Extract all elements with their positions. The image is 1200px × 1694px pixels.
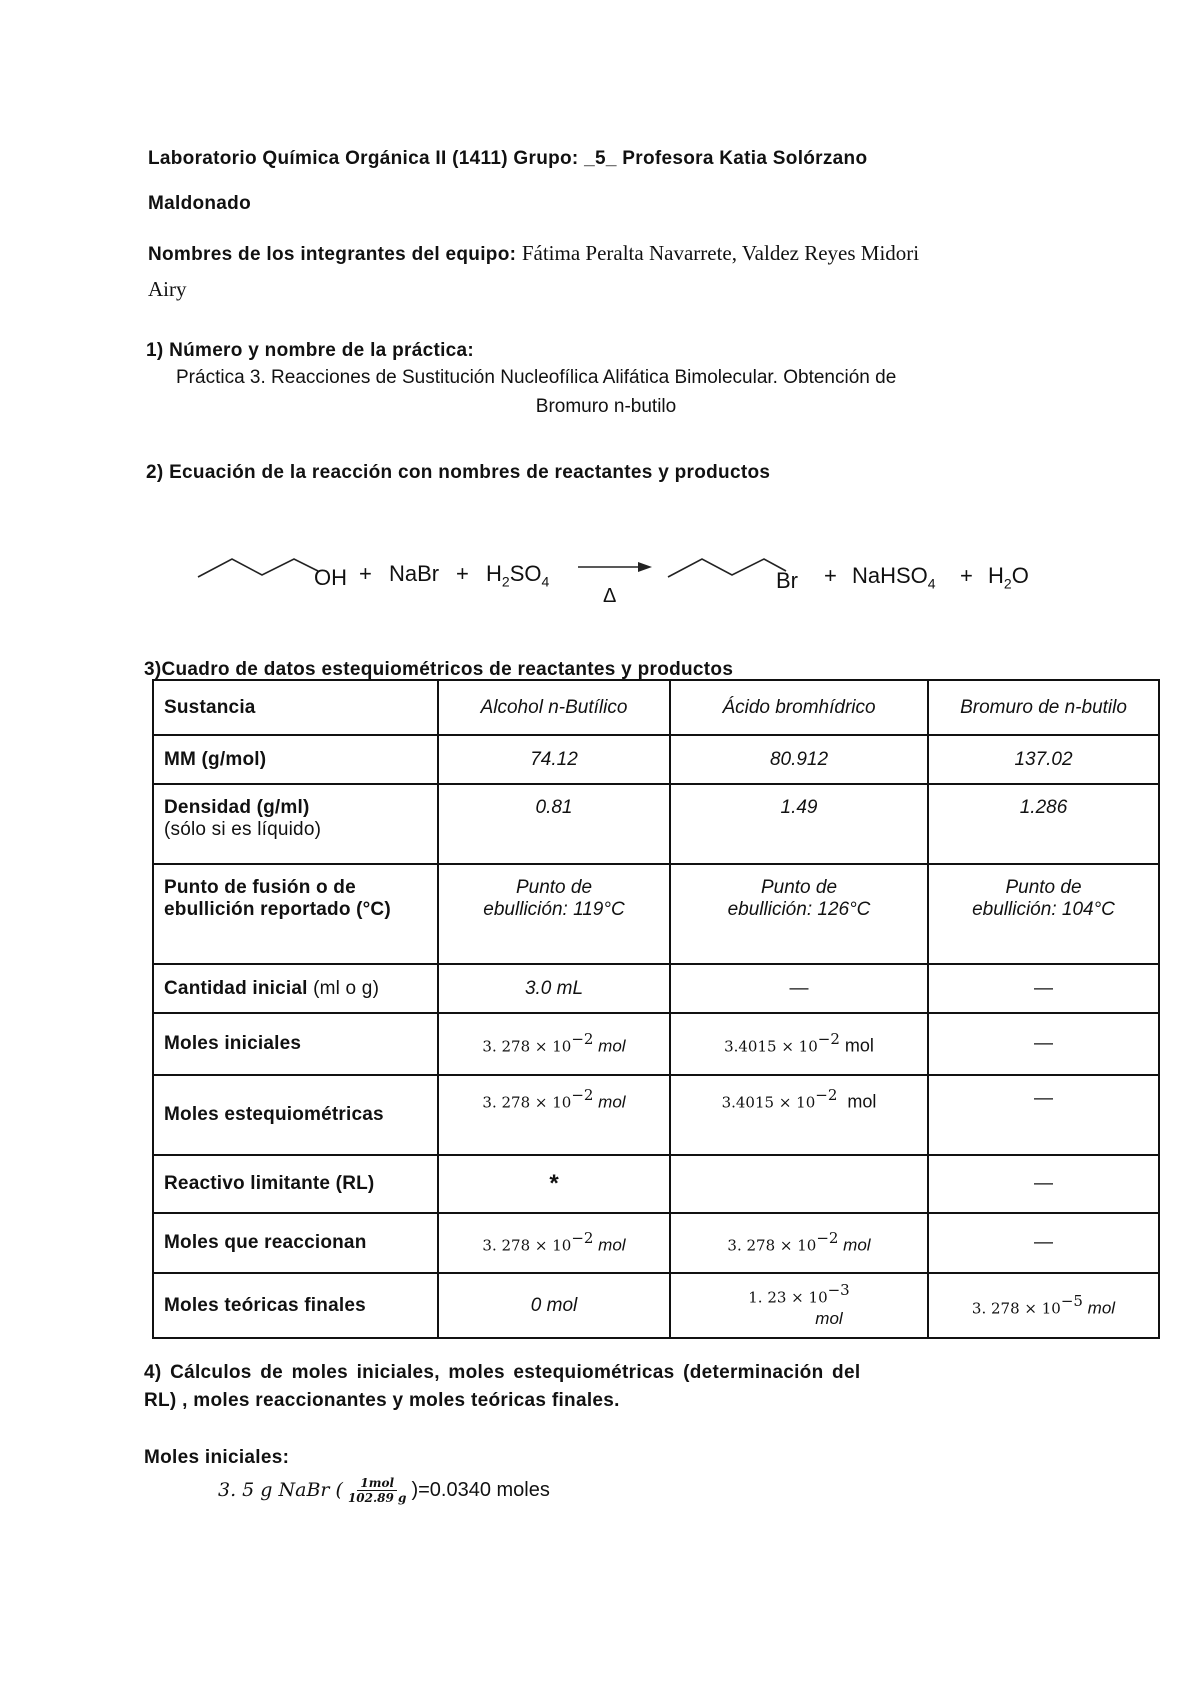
header-line-2: Maldonado [148, 193, 251, 214]
table-cell: 0.81 [438, 784, 670, 864]
row-label: Densidad (g/ml) (sólo si es líquido) [153, 784, 438, 864]
row-label: Moles iniciales [153, 1013, 438, 1075]
reactant1-oh: OH [314, 565, 347, 590]
plus-4: + [960, 563, 973, 588]
section1-title: 1) Número y nombre de la práctica: [146, 340, 475, 361]
table-cell: 3. $278 \times 10^{-5}$ mol [928, 1273, 1159, 1338]
table-cell: Punto de ebullición: 104°C [928, 864, 1159, 964]
table-row [153, 864, 1159, 964]
table-cell: 74.12 [438, 735, 670, 784]
table-cell: 1.49 [670, 784, 928, 864]
table-cell: 80.912 [670, 735, 928, 784]
section4-title-line2: RL) , moles reaccionantes y moles teóricas finales. [144, 1390, 620, 1411]
butanol-chain [198, 559, 318, 577]
practice-name-line1: Práctica 3. Reacciones de Sustitución Nucleofílica Alifática Bimolecular. Obtención de [176, 367, 897, 388]
table-cell: Punto de ebullición: 126°C [670, 864, 928, 964]
row-label: Punto de fusión o de ebullición reportado (°C) [153, 864, 438, 964]
table-cell: 3. $278 \times 10^{-2}$ mol [670, 1213, 928, 1273]
table-cell: $3.4015 \times 10^{-2}$ mol [670, 1075, 928, 1155]
table-cell: 3. $278 \times 10^{-2}$ mol [438, 1013, 670, 1075]
fraction-numerator: 1mol [357, 1476, 397, 1491]
row-label: Moles estequiométricas [153, 1075, 438, 1155]
team-line [148, 241, 919, 266]
reactant2-nabr: NaBr [389, 561, 440, 586]
table-row [153, 784, 1159, 864]
table-row [153, 1155, 1159, 1213]
row-label: Cantidad inicial (ml o g) [153, 964, 438, 1013]
team-label: Nombres de los integrantes del equipo: [148, 244, 522, 265]
table-cell: — [928, 1013, 1159, 1075]
plus-3: + [824, 563, 837, 588]
plus-1: + [359, 561, 372, 586]
moles-iniciales-subtitle: Moles iniciales: [144, 1447, 290, 1468]
equation-right: )=0.0340 moles [411, 1478, 550, 1501]
table-cell: — [670, 964, 928, 1013]
fraction-denominator: 102.89 g [347, 1490, 407, 1505]
table-cell: 3. $278 \times 10^{-2}$ mol [438, 1213, 670, 1273]
table-row [153, 964, 1159, 1013]
header-cell: Ácido bromhídrico [670, 680, 928, 735]
table-row [153, 1273, 1159, 1338]
row-label: Moles que reaccionan [153, 1213, 438, 1273]
product2-nahso4: NaHSO$_4$ [852, 563, 936, 592]
product1-br: Br [776, 568, 798, 593]
plus-2: + [456, 561, 469, 586]
team-names-cont: Airy [148, 277, 187, 301]
table-cell: 0 mol [438, 1273, 670, 1338]
table-cell: — [928, 964, 1159, 1013]
delta-heat: Δ [603, 585, 617, 607]
table-cell: 3. $278 \times 10^{-2}$ mol [438, 1075, 670, 1155]
equation-left: 3. 5 g NaBr ( [218, 1479, 343, 1501]
table-cell: 1.286 [928, 784, 1159, 864]
table-cell: — [928, 1213, 1159, 1273]
practice-name-line2: Bromuro n-butilo [535, 396, 677, 417]
table-cell: Punto de ebullición: 119°C [438, 864, 670, 964]
table-cell: — [928, 1155, 1159, 1213]
table-cell: $3.4015 \times 10^{-2}$ mol [670, 1013, 928, 1075]
row-label: MM (g/mol) [153, 735, 438, 784]
stoichiometry-table [152, 679, 1160, 1339]
header-cell: Alcohol n-Butílico [438, 680, 670, 735]
table-row [153, 1013, 1159, 1075]
section3-title: 3)Cuadro de datos estequiométricos de reactantes y productos [144, 659, 734, 680]
table-row [153, 1213, 1159, 1273]
bromobutane-chain [668, 559, 786, 577]
table-cell: 1. $23 \times 10^{-3}$ mol [670, 1273, 928, 1338]
team-names: Fátima Peralta Navarrete, Valdez Reyes Midori [521, 241, 920, 265]
row-label: Reactivo limitante (RL) [153, 1155, 438, 1213]
limiting-reagent-mark: * [438, 1155, 670, 1213]
header-cell: Bromuro de n-butilo [928, 680, 1159, 735]
table-row [153, 735, 1159, 784]
table-cell: — [928, 1075, 1159, 1155]
table-row [153, 680, 1159, 735]
table-cell [670, 1155, 928, 1213]
section2-title: 2) Ecuación de la reacción con nombres de reactantes y productos [146, 462, 771, 483]
conversion-fraction [345, 1476, 410, 1505]
header-cell: Sustancia [153, 680, 438, 735]
table-cell: 137.02 [928, 735, 1159, 784]
table-cell: 3.0 mL [438, 964, 670, 1013]
reactant3-h2so4: $H_2SO_4$ [486, 561, 550, 590]
moles-iniciales-equation [218, 1470, 550, 1510]
table-row [153, 1075, 1159, 1155]
section4-title-line1: 4) Cálculos de moles iniciales, moles estequiométricas (determinación del [144, 1362, 861, 1383]
header-line-1: Laboratorio Química Orgánica II (1411) Grupo: _5_ Profesora Katia Solórzano [148, 148, 868, 169]
product3-h2o: $H_2O$ [988, 563, 1029, 592]
row-label: Moles teóricas finales [153, 1273, 438, 1338]
